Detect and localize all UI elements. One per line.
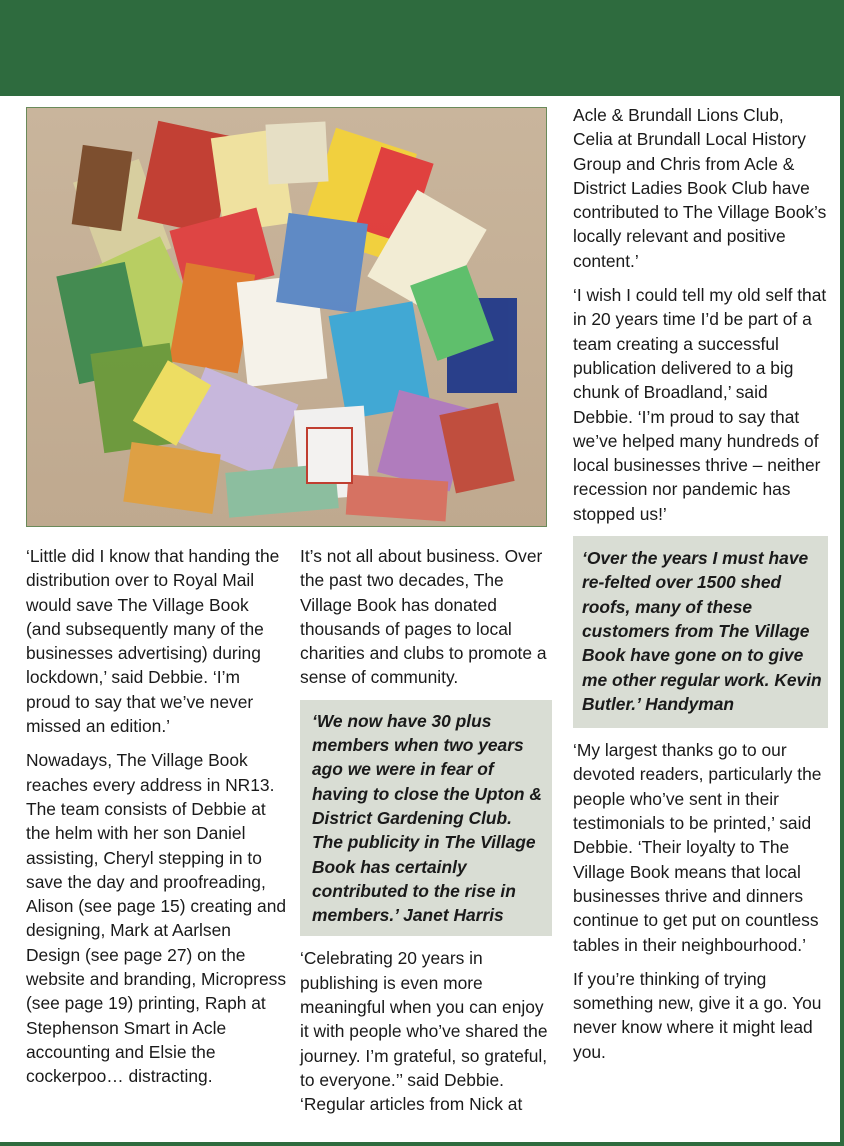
testimonial-quote: ‘Over the years I must have re-felted over 1500 shed roofs, many of these customers from The Village Book have gone on to give me other regular work. Kevin Butler.’ Handyman <box>573 536 828 728</box>
page-border-right <box>840 0 844 1146</box>
article-column-2 <box>300 544 552 1127</box>
paragraph: If you’re thinking of trying something new, give it a go. You never know where it might lead you. <box>573 968 822 1062</box>
paragraph: Acle & Brundall Lions Club, Celia at Brundall Local History Group and Chris from Acle & District Ladies Book Club have contributed to The Village Book’s locally relevant and positive content.’ <box>573 105 827 271</box>
paragraph: ‘Celebrating 20 years in publishing is even more meaningful when you can enjoy it with people who’ve shared the journey. I’m grateful, so grateful, to everyone.’’ said Debbie. ‘Regular articles from Nick at <box>300 948 548 1115</box>
paragraph: Nowadays, The Village Book reaches every address in NR13. The team consists of Debbie at the helm with her son Daniel assisting, Cheryl stepping in to save the day and proofreading, Alison (see page 15) creating and designing, Mark at Aarlsen Design (see page 27) on the website and branding, Micropress (see page 19) printing, Raph at Stephenson Smart in Acle accounting and Elsie the cockerpoo… distracting. <box>26 750 287 1087</box>
header-band <box>0 0 844 96</box>
article-column-3 <box>573 103 828 1074</box>
testimonial-quote: ‘We now have 30 plus members when two years ago we were in fear of having to close the Upton & District Gardening Club. The publicity in The Village Book has certainly contributed to the rise in members.’ Janet Harris <box>300 700 552 937</box>
magazine-collage-photo <box>26 107 547 527</box>
magazine-collage-illustration <box>27 108 547 527</box>
paragraph: It’s not all about business. Over the past two decades, The Village Book has donated thousands of pages to local charities and clubs to promote a sense of community. <box>300 546 547 688</box>
paragraph: ‘I wish I could tell my old self that in 20 years time I’d be part of a team creating a successful publication delivered to a big chunk of Broadland,’ said Debbie. ‘I’m proud to say that we’ve helped many hundreds of local businesses thrive – neither recession nor pandemic has stopped us!’ <box>573 285 827 524</box>
paragraph: ‘My largest thanks go to our devoted readers, particularly the people who’ve sent in their testimonials to be printed,’ said Debbie. ‘Their loyalty to The Village Book means that local businesses thrive and dinners continue to get put on countless tables in their neighbourhood.’ <box>573 740 822 955</box>
paragraph: ‘Little did I know that handing the distribution over to Royal Mail would save The Village Book (and subsequently many of the businesses advertising) during lockdown,’ said Debbie. ‘I’m proud to say that we’ve never missed an edition.’ <box>26 546 280 737</box>
page-border-bottom <box>0 1142 844 1146</box>
article-column-1 <box>26 544 288 1099</box>
